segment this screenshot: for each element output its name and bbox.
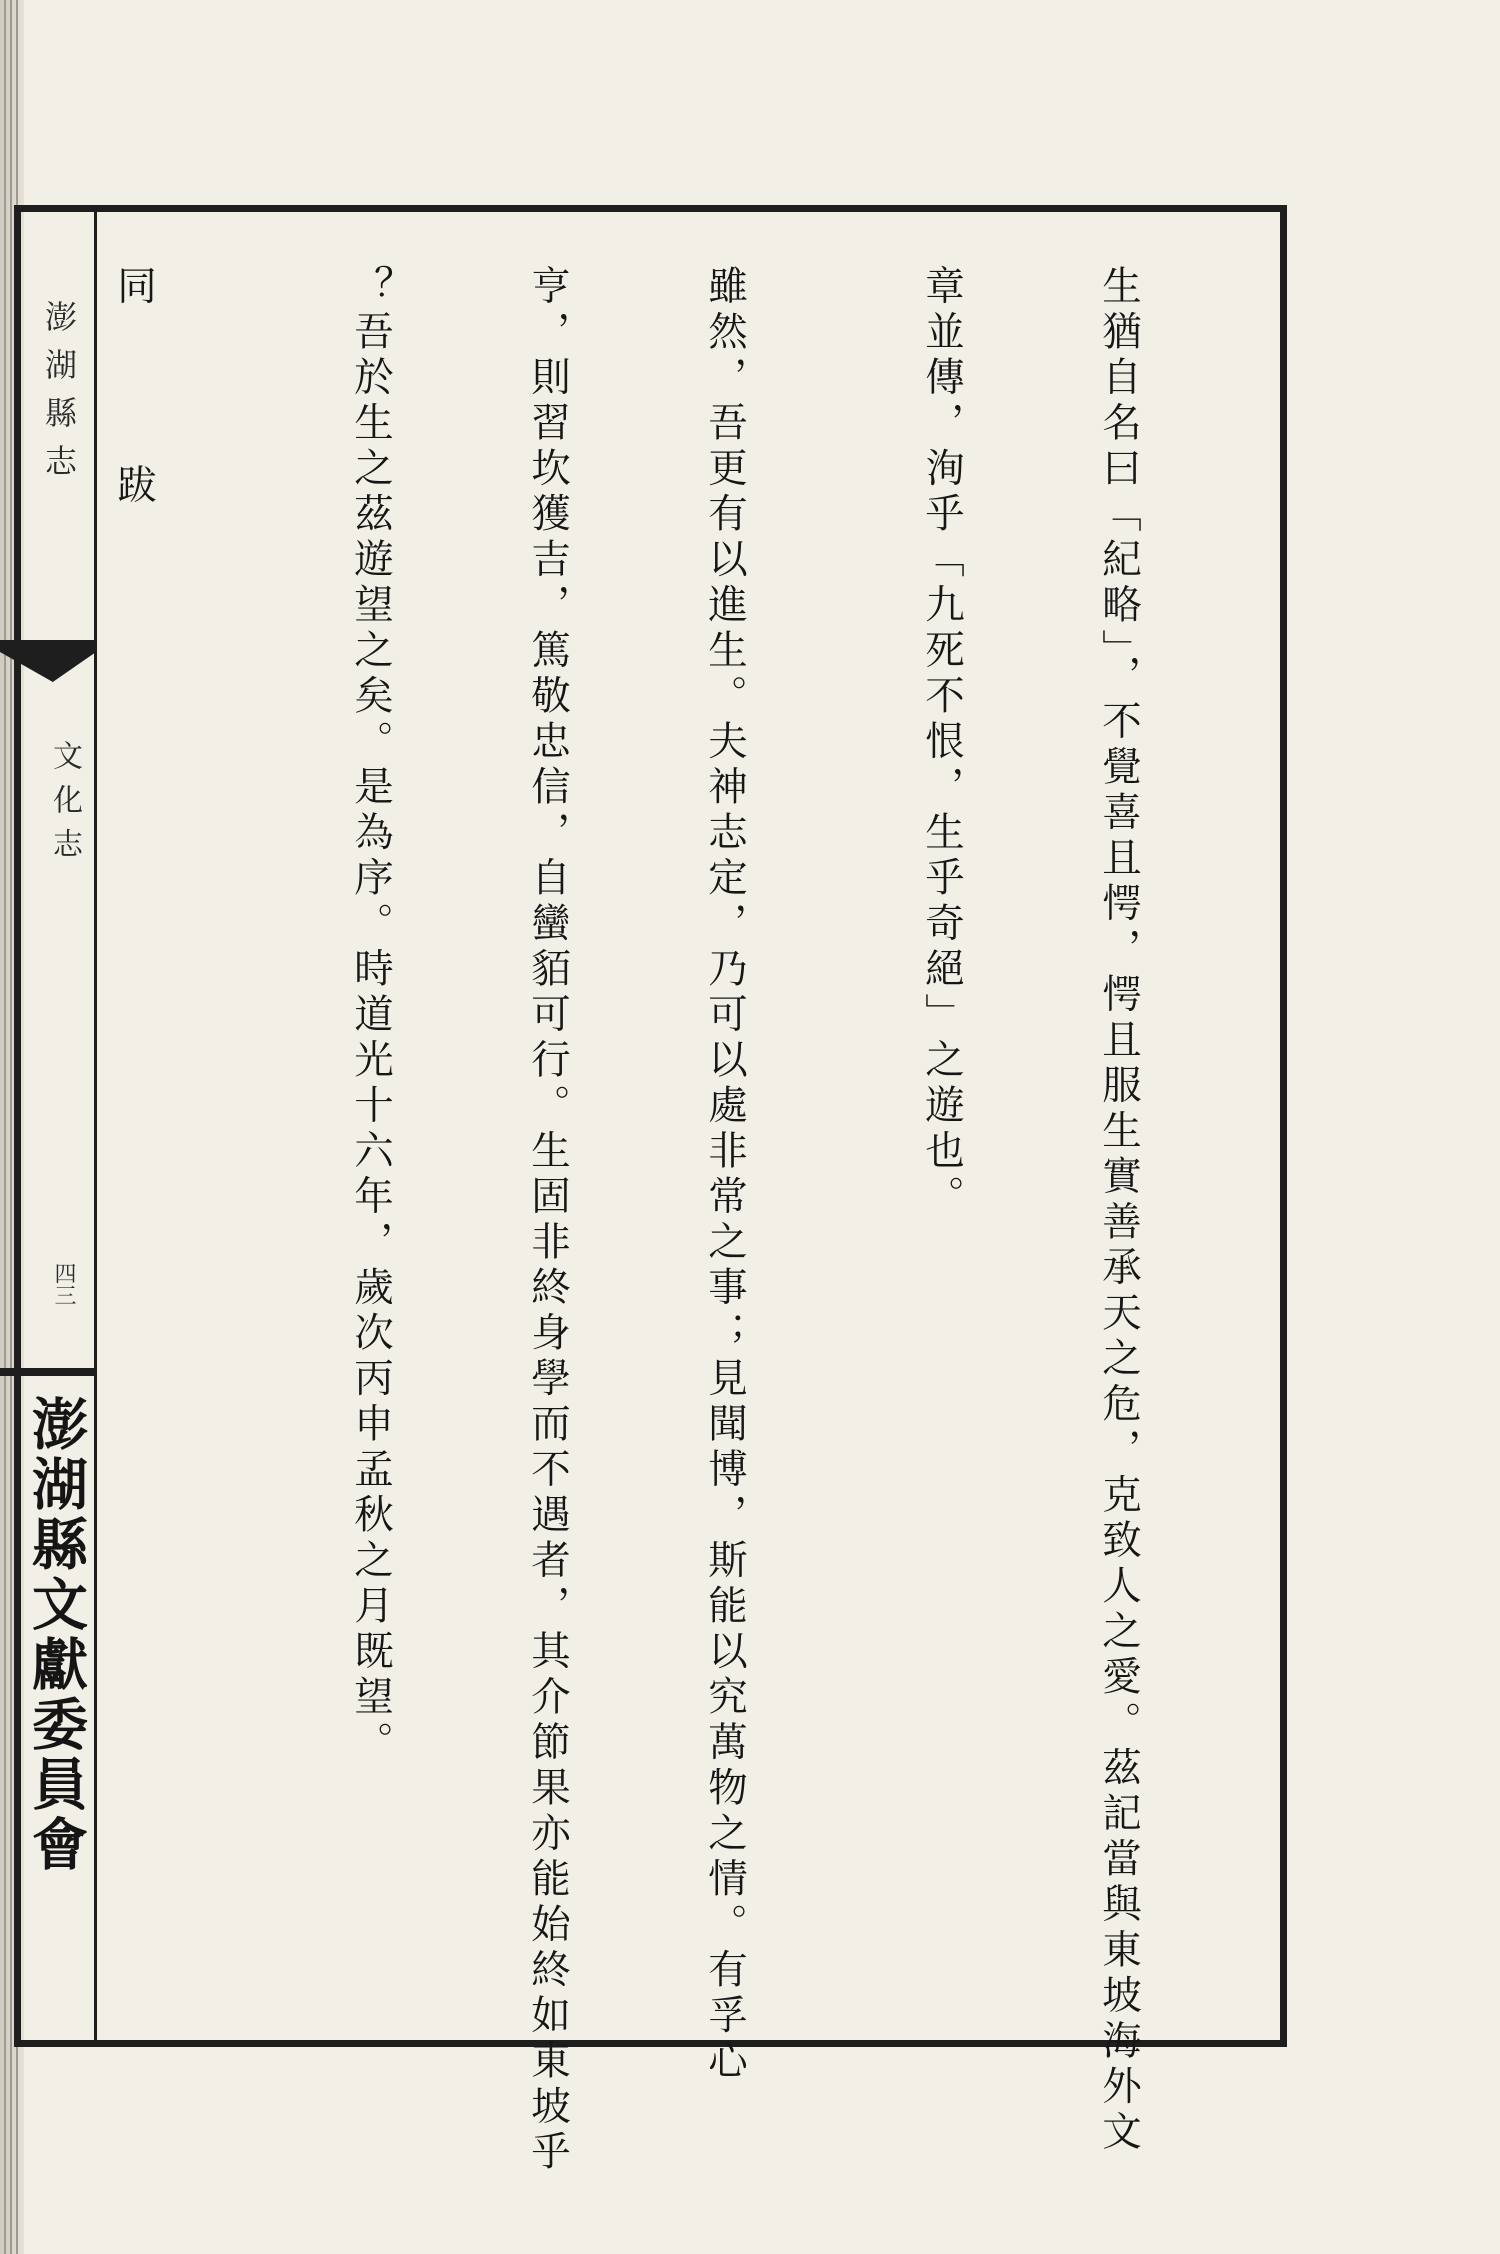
section-heading: 同 跋 — [111, 265, 157, 564]
margin-section-title: 文化志 — [47, 740, 82, 872]
text-column: 生猶自名曰「紀略」，不覺喜且愕，愕且服生實善承天之危，克致人之愛。茲記當與東坡海外文 — [1096, 265, 1142, 2157]
text-column: 雖然，吾更有以進生。夫神志定，乃可以處非常之事；見聞博，斯能以究萬物之情。有孚心 — [702, 265, 748, 2085]
text-column: ？吾於生之茲遊望之矣。是為序。時道光十六年，歲次丙申孟秋之月既望。 — [348, 265, 394, 1767]
margin-page-number: 四三 — [51, 1262, 76, 1306]
margin-book-title: 澎湖縣志 — [40, 300, 78, 492]
margin-publisher: 澎湖縣文獻委員會 — [23, 1395, 89, 1875]
body-text — [106, 265, 1266, 2176]
text-column: 章並傳，洵乎「九死不恨，生乎奇絕」之遊也。 — [919, 265, 965, 1221]
text-column: 亨，則習坎獲吉，篤敬忠信，自蠻貊可行。生固非終身學而不遇者，其介節果亦能始終如東坡乎 — [525, 265, 571, 2176]
